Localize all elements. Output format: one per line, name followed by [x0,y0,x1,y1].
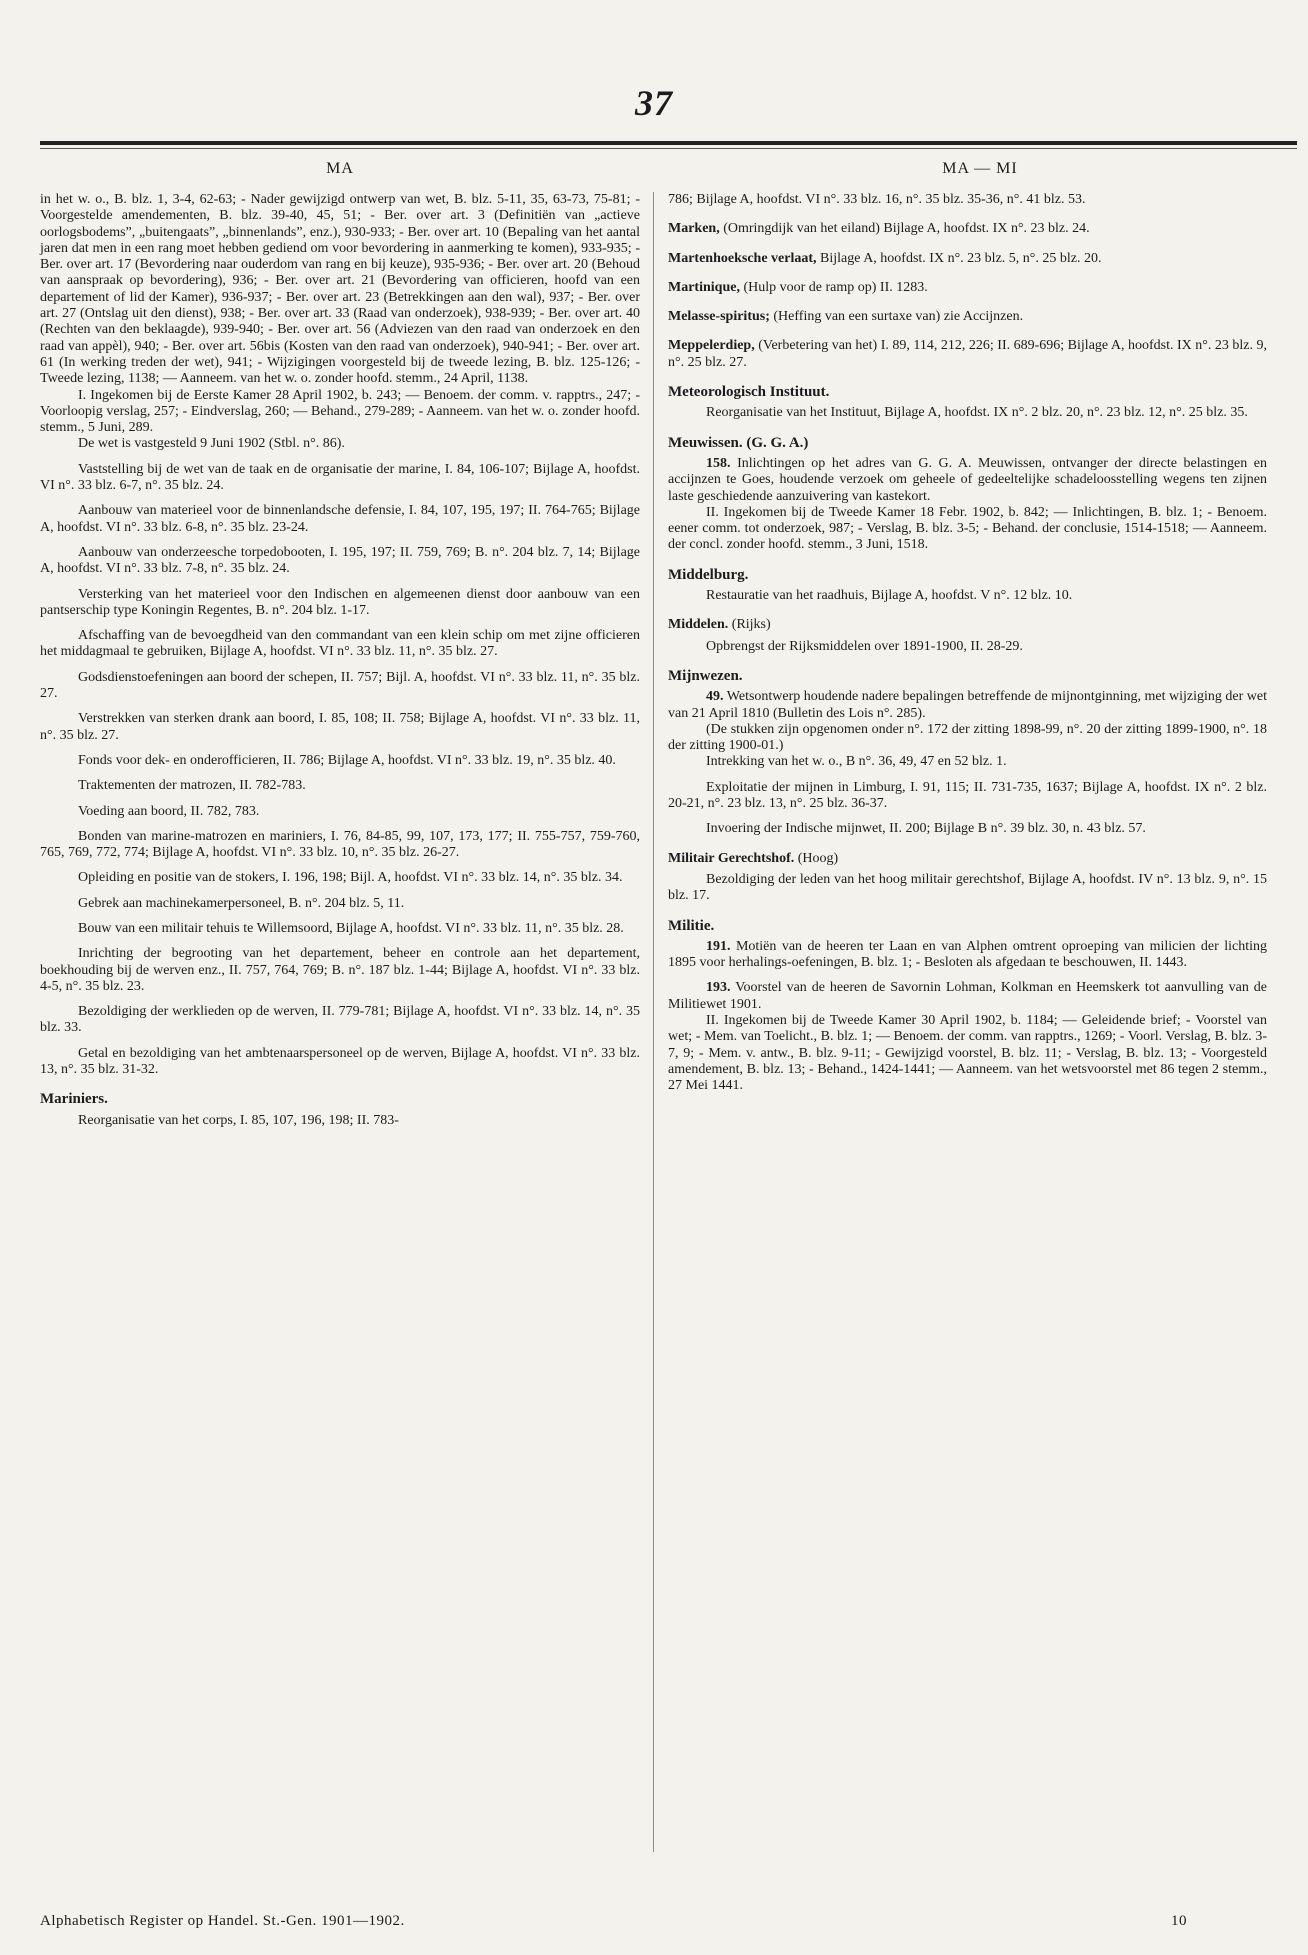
heading-meuwissen: Meuwissen. (G. G. A.) [668,434,809,451]
heading-marken: Marken, [668,221,720,237]
entry-text: Bonden van marine-matrozen en mariniers, I. 76, 84-85, 99, 107, 173, 177; II. 755-757, 759-760, 765, 769, 772, 774; Bijlage A, hoofdst. VI n°. 33 blz. 10, n°. 35 blz. 26-27. [40,828,640,861]
entry-text: Inrichting der begrooting van het departement, beheer en controle aan het departement, boekhouding bij de werven enz., II. 757, 764, 769; B. n°. 187 blz. 1-44; Bijlage A, hoofdst. VI n°. 33 blz. 4-5, n°. 35 blz. 23. [40,946,640,994]
entry-text: Bezoldiging der leden van het hoog militair gerechtshof, Bijlage A, hoofdst. IV n°. 13 blz. 9, n°. 15 blz. 17. [668,871,1267,904]
entry-marken [668,221,1267,237]
item-number: 158. [706,455,731,471]
heading-meppelerdiep: Meppelerdiep, [668,338,755,354]
entry-text: Afschaffing van de bevoegdheid van den commandant van een klein schip om met zijne officieren het middagmaal te gebruiken, Bijlage A, hoofdst. VI n°. 33 blz. 11, n°. 35 blz. 27. [40,628,640,660]
entry-militie-193 [668,980,1267,1013]
entry-meuwissen [668,456,1267,505]
entry-text: (Hulp voor de ramp op) II. 1283. [743,279,928,295]
page-footer [40,1913,1297,1930]
entry-text: Bouw van een militair tehuis te Willemsoord, Bijlage A, hoofdst. VI n°. 33 blz. 11, n°. 35 blz. 28. [78,920,624,936]
entry-text: (Omringdijk van het eiland) Bijlage A, hoofdst. IX n°. 23 blz. 24. [723,221,1090,237]
entry-text: Opleiding en positie van de stokers, I. 196, 198; Bijl. A, hoofdst. VI n°. 33 blz. 14, n°. 35 blz. 34. [78,870,623,886]
entry-meppelerdiep [668,338,1267,371]
entry-text: Opbrengst der Rijksmiddelen over 1891-1900, II. 28-29. [706,638,1023,654]
heading-middelen-line [668,617,1267,633]
entry-text: I. Ingekomen bij de Eerste Kamer 28 April 1902, b. 243; — Benoem. der comm. v. rapptrs., 247; - Voorloopig verslag, 257; - Eindverslag, 260; — Behand., 279-289; - Aanneem. van het w. o. zonder hoofd. stemm., 5 Juni, 289. [40,387,640,436]
entry-text: Gebrek aan machinekamerpersoneel, B. n°. 204 blz. 5, 11. [78,895,405,911]
left-column [40,192,640,1129]
entry-text: Traktementen der matrozen, II. 782-783. [78,778,306,794]
header-rule [40,141,1297,145]
entry-text: in het w. o., B. blz. 1, 3-4, 62-63; - Nader gewijzigd ontwerp van wet, B. blz. 5-11, 35, 63-73, 75-81; - Voorgestelde amendementen, B. blz. 39-40, 45, 51; - Ber. over art. 3 (Definitiën van „actieve oorlogsbodems”, „buitengaats”, „binnenlands”, enz.), 930-933; - Ber. over art. 10 (Bepaling van het aantal jaren dat men in een rang moet hebben gediend om voor bevordering in aanmerking te komen), 933-935; - Ber. over art. 17 (Bevordering naar ouderdom van rang en bij keuze), 935-936; - Ber. over art. 20 (Behoud van aanspraak op bevordering), 936; - Ber. over art. 21 (Bevordering van officieren, hoofd van een departement of lid der Kamer), 936-937; - Ber. over art. 23 (Betrekkingen aan den wal), 937; - Ber. over art. 27 (Ontslag uit den dienst), 938; - Ber. over art. 33 (Raad van onderzoek), 938-939; - Ber. over art. 40 (Rechten van den beklaagde), 939-940; - Ber. over art. 56 (Adviezen van den raad van onderzoek en den raad van appèl), 940; - Ber. over art. 56bis (Kosten van den raad van onderzoek), 940-941; - Ber. over art. 61 (In werking treden der wet), 941; - Wijzigingen voorgesteld bij de tweede lezing, B. blz. 125-126; - Tweede lezing, 1138; — Aanneem. van het w. o. zonder hoofd. stemm., 24 April, 1138. [40,192,640,387]
entry-text: (Verbetering van het) I. 89, 114, 212, 226; II. 689-696; Bijlage A, hoofdst. IX n°. 23 blz. 9, n°. 25 blz. 27. [668,338,1267,370]
entry-text: Exploitatie der mijnen in Limburg, I. 91, 115; II. 731-735, 1637; Bijlage A, hoofdst. IX n°. 2 blz. 20-21, n°. 23 blz. 13, n°. 25 blz. 36-37. [668,779,1267,812]
entry-melasse [668,309,1267,325]
entry-text: Versterking van het materieel voor den Indischen en algemeenen dienst door aanbouw van een pantserschip type Koningin Regentes, B. n°. 204 blz. 1-17. [40,586,640,618]
entry-text: 786; Bijlage A, hoofdst. VI n°. 33 blz. 16, n°. 35 blz. 35-36, n°. 41 blz. 53. [668,192,1086,207]
entry-text: Godsdienstoefeningen aan boord der schepen, II. 757; Bijl. A, hoofdst. VI n°. 33 blz. 11, n°. 35 blz. 27. [40,669,640,702]
item-number: 191. [706,938,731,954]
heading-middelen-sub: (Rijks) [731,617,771,633]
entry-text: Voeding aan boord, II. 782, 783. [78,803,260,819]
heading-melasse: Melasse-spiritus; [668,309,770,325]
heading-militie: Militie. [668,917,715,934]
entry-text: Aanbouw van onderzeesche torpedobooten, I. 195, 197; II. 759, 769; B. n°. 204 blz. 7, 14; Bijlage A, hoofdst. VI n°. 33 blz. 7-8, n°. 35 blz. 24. [40,544,640,577]
heading-militair-sub: (Hoog) [797,850,839,866]
left-column-header: MA [326,160,354,177]
heading-martenhoek: Martenhoeksche verlaat, [668,250,817,266]
entry-text: II. Ingekomen bij de Tweede Kamer 30 April 1902, b. 1184; — Geleidende brief; - Voorstel van wet; - Mem. van Toelicht., B. blz. 1; — Benoem. der comm. van rapptrs., 1269; - Voorl. Verslag, B. blz. 3-7, 9; - Mem. v. antw., B. blz. 9-11; - Gewijzigd voorstel, B. blz. 11; - Verslag, B. blz. 13; - Voorgesteld amendement, B. blz. 13; - Behand., 1424-1441; — Aanneem. van het wetsvoorstel met 86 tegen 2 stemm., 27 Mei 1441. [668,1012,1267,1094]
entry-text: Restauratie van het raadhuis, Bijlage A, hoofdst. V n°. 12 blz. 10. [706,588,1073,604]
column-divider [653,192,654,1852]
item-number: 49. [706,689,724,705]
entry-martinique [668,280,1267,296]
right-column [668,192,1267,1094]
entry-text: Reorganisatie van het Instituut, Bijlage A, hoofdst. IX n°. 2 blz. 20, n°. 23 blz. 12, n°. 25 blz. 35. [706,405,1248,421]
heading-martinique: Martinique, [668,279,740,295]
item-number: 193. [706,980,731,996]
entry-text: Intrekking van het w. o., B n°. 36, 49, 47 en 52 blz. 1. [706,754,1007,770]
heading-middelburg: Middelburg. [668,566,749,583]
heading-mijnwezen: Mijnwezen. [668,667,743,684]
entry-text: Getal en bezoldiging van het ambtenaarspersoneel op de werven, Bijlage A, hoofdst. VI n°. 33 blz. 13, n°. 35 blz. 31-32. [40,1045,640,1078]
entry-militie-191 [668,939,1267,972]
entry-text: Aanbouw van materieel voor de binnenlandsche defensie, I. 84, 107, 195, 197; II. 764-765; Bijlage A, hoofdst. VI n°. 33 blz. 6-8, n°. 35 blz. 23-24. [40,503,640,535]
right-column-header: MA — MI [942,160,1018,177]
entry-text: II. Ingekomen bij de Tweede Kamer 18 Febr. 1902, b. 842; — Inlichtingen, B. blz. 1; - Benoem. eener comm. tot onderzoek, 987; - Verslag, B. blz. 3-5; - Behand. der conclusie, 1514-1518; — Aanneem. der concl. zonder hoofd. stemm., 3 Juni, 1518. [668,504,1267,553]
entry-text: Motiën van de heeren ter Laan en van Alphen omtrent oproeping van milicien der lichting 1895 voor herhalings-oefeningen, B. blz. 1; - Besloten als afgedaan te beschouwen, II. 1443. [668,938,1268,971]
heading-militair-gerechtshof: Militair Gerechtshof. [668,850,795,866]
footer-sheet-number: 10 [1171,1913,1187,1929]
entry-text: Bezoldiging der werklieden op de werven, II. 779-781; Bijlage A, hoofdst. VI n°. 33 blz. 14, n°. 35 blz. 33. [40,1004,640,1036]
footer-title: Alphabetisch Register op Handel. St.-Gen. 1901—1902. [40,1913,405,1929]
entry-text: De wet is vastgesteld 9 Juni 1902 (Stbl. n°. 86). [78,436,345,452]
heading-mariniers: Mariniers. [40,1091,108,1108]
entry-text: Reorganisatie van het corps, I. 85, 107, 196, 198; II. 783- [78,1112,399,1128]
entry-text: Fonds voor dek- en onderofficieren, II. 786; Bijlage A, hoofdst. VI n°. 33 blz. 19, n°. 35 blz. 40. [78,752,616,768]
heading-militair-line [668,851,1267,867]
entry-mijnwezen [668,689,1267,722]
heading-meteorologisch: Meteorologisch Instituut. [668,384,830,401]
entry-text: Wetsontwerp houdende nadere bepalingen betreffende de mijnontginning, met wijziging der wet van 21 April 1810 (Bulletin des Lois n°. 285). [668,689,1268,721]
entry-text: Bijlage A, hoofdst. IX n°. 23 blz. 5, n°. 25 blz. 20. [820,250,1102,266]
header-rule-thin [40,148,1297,149]
page-number: 37 [635,83,673,123]
entry-text: (Heffing van een surtaxe van) zie Accijnzen. [773,309,1024,325]
heading-middelen: Middelen. [668,617,729,633]
entry-martenhoek [668,251,1267,267]
entry-text: Voorstel van de heeren de Savornin Lohman, Kolkman en Heemskerk tot aanvulling van de Militiewet 1901. [668,980,1267,1012]
entry-text: Inlichtingen op het adres van G. G. A. Meuwissen, ontvanger der directe belastingen en accijnzen te Goes, houdende verzoek om geheele of gedeeltelijke schadeloosstelling wegens ten zijnen laste geschiedende aanzuivering van kastekort. [668,455,1268,504]
entry-text: Verstrekken van sterken drank aan boord, I. 85, 108; II. 758; Bijlage A, hoofdst. VI n°. 33 blz. 11, n°. 35 blz. 27. [40,711,640,743]
entry-text: Invoering der Indische mijnwet, II. 200; Bijlage B n°. 39 blz. 30, n. 43 blz. 57. [706,821,1146,837]
entry-text: Vaststelling bij de wet van de taak en de organisatie der marine, I. 84, 106-107; Bijlage A, hoofdst. VI n°. 33 blz. 6-7, n°. 35 blz. 24. [40,461,640,494]
entry-text: (De stukken zijn opgenomen onder n°. 172 der zitting 1898-99, n°. 20 der zitting 1899-1900, n°. 18 der zitting 1900-01.) [668,721,1267,754]
